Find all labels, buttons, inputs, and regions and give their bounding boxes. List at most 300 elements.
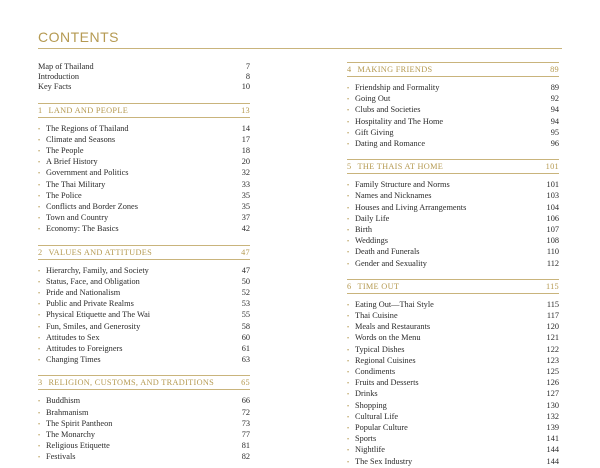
toc-entry-label: Regional Cuisines	[355, 355, 416, 365]
toc-entry[interactable]	[38, 441, 250, 452]
toc-entry-label-wrap	[347, 412, 398, 423]
chapter-heading[interactable]	[347, 279, 559, 294]
toc-entry-page: 81	[241, 441, 250, 451]
toc-entry-label-wrap	[38, 310, 150, 321]
toc-entry-label: Gift Giving	[355, 127, 394, 137]
toc-entry-label-wrap	[38, 408, 88, 419]
toc-entry-page: 37	[241, 213, 250, 223]
toc-entry[interactable]	[347, 128, 559, 139]
toc-entry[interactable]	[347, 445, 559, 456]
toc-entry-label: Birth	[355, 225, 373, 235]
toc-entry-label-wrap	[38, 396, 80, 407]
toc-entry-label: The Regions of Thailand	[46, 123, 129, 133]
toc-entry-label: Attitudes to Foreigners	[46, 344, 123, 354]
chapter-heading-title-wrap	[347, 282, 399, 291]
toc-entry[interactable]	[347, 345, 559, 356]
chapter-heading[interactable]	[347, 62, 559, 77]
title-divider	[38, 48, 562, 49]
toc-entry-label-wrap	[38, 82, 71, 92]
toc-entry-page: 72	[241, 407, 250, 417]
toc-entry-label-wrap	[38, 124, 129, 135]
toc-entry-label: Conflicts and Border Zones	[46, 202, 138, 212]
bullet-icon: •	[38, 126, 41, 133]
toc-entry-page: 108	[546, 236, 559, 246]
bullet-icon: •	[38, 279, 41, 286]
toc-entry-page: 106	[546, 213, 559, 223]
toc-entry[interactable]	[38, 266, 250, 277]
toc-entry[interactable]	[347, 117, 559, 128]
bullet-icon: •	[38, 291, 41, 298]
toc-entry-page: 66	[241, 396, 250, 406]
toc-entry-label-wrap	[347, 345, 404, 356]
toc-entry-label: Fun, Smiles, and Generosity	[46, 321, 141, 331]
bullet-icon: •	[347, 302, 350, 309]
toc-entry[interactable]	[347, 139, 559, 150]
toc-entry-label-wrap	[347, 457, 412, 468]
toc-entry-page: 127	[546, 389, 559, 399]
toc-entry-label: Thai Cuisine	[355, 311, 398, 321]
toc-entry-page: 61	[241, 344, 250, 354]
bullet-icon: •	[347, 448, 350, 455]
toc-entry-label-wrap	[38, 288, 120, 299]
chapter-section	[347, 279, 559, 468]
toc-entry-label-wrap	[38, 299, 134, 310]
chapter-page: 65	[241, 378, 250, 388]
toc-entry-page: 82	[241, 452, 250, 462]
toc-entry-label-wrap	[38, 344, 123, 355]
toc-entry-label: Brahmanism	[46, 407, 89, 417]
toc-entry-label-wrap	[38, 180, 105, 191]
bullet-icon: •	[347, 325, 350, 332]
bullet-icon: •	[38, 171, 41, 178]
toc-entry[interactable]	[347, 94, 559, 105]
chapter-heading[interactable]	[347, 159, 559, 174]
bullet-icon: •	[347, 403, 350, 410]
bullet-icon: •	[347, 142, 350, 149]
toc-entry-label-wrap	[38, 191, 82, 202]
toc-column-right	[347, 62, 559, 468]
toc-entry-page: 63	[241, 355, 250, 365]
toc-entry[interactable]	[38, 277, 250, 288]
toc-entry[interactable]	[347, 300, 559, 311]
bullet-icon: •	[347, 459, 350, 466]
bullet-icon: •	[347, 119, 350, 126]
bullet-icon: •	[38, 216, 41, 223]
toc-entry-label: Popular Culture	[355, 423, 408, 433]
chapter-number: 3	[38, 378, 43, 388]
bullet-icon: •	[38, 399, 41, 406]
toc-entry[interactable]	[347, 423, 559, 434]
toc-entry-page: 132	[546, 411, 559, 421]
toc-entry[interactable]	[347, 83, 559, 94]
toc-entry-page: 120	[546, 322, 559, 332]
toc-entry-label: Words on the Menu	[355, 333, 421, 343]
toc-entry-label-wrap	[347, 259, 427, 270]
bullet-icon: •	[347, 414, 350, 421]
toc-entry[interactable]	[38, 72, 250, 82]
toc-entry-label-wrap	[347, 401, 387, 412]
toc-entry-label-wrap	[38, 333, 99, 344]
bullet-icon: •	[347, 216, 350, 223]
toc-entry-page: 112	[546, 258, 559, 268]
toc-entry[interactable]	[38, 408, 250, 419]
toc-entry[interactable]	[38, 224, 250, 235]
toc-entry-label-wrap	[38, 135, 115, 146]
toc-entry-page: 89	[550, 83, 559, 92]
toc-entry-page: 94	[550, 105, 559, 115]
toc-entry-label-wrap	[347, 128, 394, 139]
toc-entry-label: Hierarchy, Family, and Society	[46, 265, 149, 275]
toc-entry[interactable]	[347, 333, 559, 344]
bullet-icon: •	[347, 97, 350, 104]
toc-entry-label: Drinks	[355, 389, 378, 399]
toc-entry-label-wrap	[38, 452, 76, 463]
toc-entry[interactable]	[347, 367, 559, 378]
toc-entry-label-wrap	[347, 225, 372, 236]
toc-entry-label: Names and Nicknames	[355, 191, 432, 201]
toc-entry[interactable]	[347, 412, 559, 423]
toc-entry-label-wrap	[38, 430, 95, 441]
toc-entry-label-wrap	[347, 367, 395, 378]
toc-entry-label: Introduction	[38, 72, 80, 82]
toc-entry-page: 8	[245, 72, 250, 82]
toc-entry-label-wrap	[347, 139, 425, 150]
toc-entry-page: 103	[546, 191, 559, 201]
bullet-icon: •	[38, 160, 41, 167]
chapter-page: 101	[545, 162, 559, 172]
chapter-section	[38, 245, 250, 367]
toc-entry-label: The Police	[46, 190, 82, 200]
toc-entry-label-wrap	[347, 445, 385, 456]
toc-entry-label: Public and Private Realms	[46, 299, 134, 309]
bullet-icon: •	[347, 347, 350, 354]
toc-entry-page: 125	[546, 367, 559, 377]
toc-entry-page: 60	[241, 332, 250, 342]
toc-entry[interactable]	[347, 356, 559, 367]
toc-entry-page: 7	[245, 62, 250, 71]
toc-entry-label: Clubs and Societies	[355, 105, 421, 115]
toc-entry-page: 110	[546, 247, 559, 257]
toc-entry[interactable]	[38, 168, 250, 179]
bullet-icon: •	[38, 268, 41, 275]
toc-entry-page: 18	[241, 146, 250, 156]
toc-entry[interactable]	[347, 105, 559, 116]
chapter-page: 89	[550, 65, 559, 74]
toc-entry[interactable]	[347, 191, 559, 202]
chapter-heading[interactable]	[38, 245, 250, 260]
toc-entry-page: 144	[546, 456, 559, 466]
chapter-number: 2	[38, 247, 43, 257]
bullet-icon: •	[347, 437, 350, 444]
toc-entry[interactable]	[38, 322, 250, 333]
toc-entry-page: 35	[241, 202, 250, 212]
chapter-title: THE THAIS AT HOME	[357, 162, 444, 172]
toc-entry-label: Festivals	[46, 452, 76, 462]
toc-entry[interactable]	[347, 214, 559, 225]
toc-entry-label-wrap	[38, 213, 108, 224]
toc-entry-label: Changing Times	[46, 355, 101, 365]
toc-entry-label: Attitudes to Sex	[46, 332, 100, 342]
toc-entry-label-wrap	[38, 419, 112, 430]
toc-entry-label: The Thai Military	[46, 179, 106, 189]
bullet-icon: •	[38, 324, 41, 331]
bullet-icon: •	[38, 455, 41, 462]
toc-entry-page: 115	[546, 299, 559, 309]
chapter-title: LAND AND PEOPLE	[48, 105, 129, 115]
toc-entry[interactable]	[347, 401, 559, 412]
toc-entry-label: Pride and Nationalism	[46, 288, 121, 298]
chapter-page: 47	[241, 247, 250, 257]
chapter-heading-title-wrap	[38, 106, 128, 115]
toc-entry-label-wrap	[347, 83, 439, 94]
toc-entry-label-wrap	[347, 247, 420, 258]
toc-entry-label: A Brief History	[46, 157, 98, 167]
toc-entry[interactable]	[38, 124, 250, 135]
toc-entry-label-wrap	[347, 236, 388, 247]
bullet-icon: •	[347, 381, 350, 388]
bullet-icon: •	[38, 444, 41, 451]
toc-entry-label: Sports	[355, 434, 377, 444]
bullet-icon: •	[347, 228, 350, 235]
bullet-icon: •	[347, 194, 350, 201]
toc-entry-page: 33	[241, 179, 250, 189]
toc-entry[interactable]	[38, 419, 250, 430]
chapter-heading[interactable]	[38, 375, 250, 390]
chapter-section	[347, 62, 559, 150]
chapter-section	[347, 159, 559, 270]
toc-entry[interactable]	[38, 202, 250, 213]
toc-entry-label: Family Structure and Norms	[355, 180, 450, 190]
toc-entry-page: 94	[550, 116, 559, 126]
toc-entry[interactable]	[38, 299, 250, 310]
toc-entry-label-wrap	[347, 311, 398, 322]
toc-entry-label: Typical Dishes	[355, 344, 405, 354]
toc-entry-label: Daily Life	[355, 213, 390, 223]
toc-entry-label-wrap	[38, 72, 79, 82]
toc-entry[interactable]	[347, 180, 559, 191]
toc-entry-label-wrap	[38, 266, 149, 277]
chapter-title: TIME OUT	[357, 281, 400, 291]
toc-entry-page: 126	[546, 378, 559, 388]
chapter-heading[interactable]	[38, 103, 250, 118]
toc-entry[interactable]	[38, 310, 250, 321]
toc-entry-label: Town and Country	[46, 213, 109, 223]
chapter-heading-title-wrap	[347, 162, 443, 171]
toc-entry-label: Key Facts	[38, 82, 72, 92]
toc-entry-label: Fruits and Desserts	[355, 378, 419, 388]
toc-entry-label-wrap	[38, 146, 84, 157]
toc-entry-label-wrap	[347, 333, 420, 344]
toc-entry-label: Meals and Restaurants	[355, 322, 431, 332]
chapter-heading-title-wrap	[38, 248, 152, 257]
toc-entry-page: 52	[241, 288, 250, 298]
toc-entry[interactable]	[347, 259, 559, 270]
toc-entry-label-wrap	[347, 191, 432, 202]
toc-column-left	[38, 62, 250, 464]
toc-entry[interactable]	[38, 344, 250, 355]
bullet-icon: •	[347, 183, 350, 190]
bullet-icon: •	[347, 108, 350, 115]
toc-entry-label: Eating Out—Thai Style	[355, 299, 434, 309]
bullet-icon: •	[347, 86, 350, 92]
bullet-icon: •	[38, 137, 41, 144]
toc-entry-page: 104	[546, 202, 559, 212]
toc-entry[interactable]	[38, 82, 250, 92]
bullet-icon: •	[347, 130, 350, 137]
toc-entry-page: 141	[546, 434, 559, 444]
toc-entry-label-wrap	[347, 322, 430, 333]
bullet-icon: •	[347, 250, 350, 257]
toc-entry[interactable]	[347, 457, 559, 468]
toc-entry-page: 101	[546, 180, 559, 190]
toc-entry-label-wrap	[347, 434, 376, 445]
bullet-icon: •	[38, 193, 41, 200]
toc-entry-label: Economy: The Basics	[46, 224, 119, 234]
front-matter-list	[38, 62, 250, 93]
toc-entry[interactable]	[347, 203, 559, 214]
toc-entry[interactable]	[347, 236, 559, 247]
toc-entry-label: Physical Etiquette and The Wai	[46, 310, 151, 320]
toc-entry-label: The Spirit Pantheon	[46, 418, 113, 428]
toc-entry-page: 77	[241, 430, 250, 440]
toc-entry-page: 58	[241, 321, 250, 331]
toc-entry[interactable]	[38, 213, 250, 224]
bullet-icon: •	[347, 205, 350, 212]
toc-entry-label: Weddings	[355, 236, 388, 246]
toc-entry[interactable]	[38, 191, 250, 202]
bullet-icon: •	[347, 239, 350, 246]
toc-entry[interactable]	[347, 225, 559, 236]
chapter-title: VALUES AND ATTITUDES	[48, 247, 153, 257]
chapter-section	[38, 103, 250, 236]
bullet-icon: •	[347, 261, 350, 268]
toc-entry-label: The People	[46, 146, 84, 156]
toc-entry[interactable]	[38, 430, 250, 441]
toc-entry[interactable]	[38, 396, 250, 407]
page-title: CONTENTS	[38, 29, 119, 45]
toc-entry-page: 144	[546, 445, 559, 455]
toc-entry-label: Dating and Romance	[355, 139, 426, 149]
toc-entry-label-wrap	[347, 117, 443, 128]
toc-entry-label-wrap	[38, 62, 94, 72]
bullet-icon: •	[38, 313, 41, 320]
toc-entry[interactable]	[347, 322, 559, 333]
toc-entry-label-wrap	[38, 322, 140, 333]
toc-entry-label: The Sex Industry	[355, 456, 413, 466]
toc-entry-page: 35	[241, 190, 250, 200]
toc-entry[interactable]	[38, 157, 250, 168]
bullet-icon: •	[38, 227, 41, 234]
toc-entry-page: 42	[241, 224, 250, 234]
toc-entry-label: Cultural Life	[355, 411, 399, 421]
bullet-icon: •	[38, 205, 41, 212]
toc-entry[interactable]	[38, 180, 250, 191]
toc-entry[interactable]	[347, 434, 559, 445]
toc-entry-label-wrap	[38, 355, 101, 366]
toc-entry-page: 47	[241, 265, 250, 275]
toc-entry-page: 14	[241, 123, 250, 133]
toc-entry-label-wrap	[347, 389, 378, 400]
toc-entry-label-wrap	[347, 105, 420, 116]
toc-entry[interactable]	[347, 311, 559, 322]
bullet-icon: •	[347, 392, 350, 399]
toc-entry-page: 17	[241, 134, 250, 144]
toc-entry-label-wrap	[347, 214, 389, 225]
toc-entry[interactable]	[38, 62, 250, 72]
toc-entry-label-wrap	[347, 423, 408, 434]
chapter-heading-title-wrap	[38, 378, 214, 387]
toc-entry-page: 20	[241, 157, 250, 167]
toc-entry-page: 130	[546, 400, 559, 410]
toc-entry[interactable]	[347, 389, 559, 400]
toc-entry[interactable]	[347, 378, 559, 389]
bullet-icon: •	[347, 426, 350, 433]
toc-entry-page: 95	[550, 127, 559, 137]
toc-entry-page: 32	[241, 168, 250, 178]
toc-entry-page: 73	[241, 418, 250, 428]
toc-entry-page: 92	[550, 94, 559, 104]
toc-entry-label-wrap	[38, 157, 98, 168]
toc-entry-label: Buddhism	[46, 396, 81, 406]
chapter-title: RELIGION, CUSTOMS, AND TRADITIONS	[48, 378, 215, 388]
bullet-icon: •	[38, 410, 41, 417]
toc-entry-page: 96	[550, 139, 559, 149]
toc-entry-page: 55	[241, 310, 250, 320]
toc-entry[interactable]	[347, 247, 559, 258]
bullet-icon: •	[38, 347, 41, 354]
toc-entry-label-wrap	[38, 202, 138, 213]
bullet-icon: •	[38, 149, 41, 156]
bullet-icon: •	[38, 335, 41, 342]
toc-entry-label: Map of Thailand	[38, 62, 94, 71]
toc-entry-page: 117	[546, 311, 559, 321]
toc-entry-label: Condiments	[355, 367, 396, 377]
toc-entry-label: Going Out	[355, 94, 391, 104]
chapter-heading-title-wrap	[347, 65, 432, 74]
toc-entry[interactable]	[38, 288, 250, 299]
chapter-number: 4	[347, 65, 352, 74]
toc-entry[interactable]	[38, 355, 250, 366]
toc-entry-label-wrap	[38, 277, 140, 288]
toc-entry-label-wrap	[347, 300, 434, 311]
toc-entry[interactable]	[38, 333, 250, 344]
chapter-page: 115	[545, 281, 559, 291]
toc-entry-label: Religious Etiquette	[46, 441, 110, 451]
toc-entry-label-wrap	[347, 94, 390, 105]
toc-entry-page: 139	[546, 423, 559, 433]
bullet-icon: •	[38, 433, 41, 440]
chapter-page: 13	[241, 105, 250, 115]
toc-entry-label-wrap	[347, 203, 466, 214]
toc-entry[interactable]	[38, 452, 250, 463]
bullet-icon: •	[347, 314, 350, 321]
chapter-number: 1	[38, 105, 43, 115]
chapter-title: MAKING FRIENDS	[357, 65, 433, 74]
chapter-number: 6	[347, 281, 352, 291]
toc-entry-label: Houses and Living Arrangements	[355, 202, 467, 212]
toc-entry-label: Climate and Seasons	[46, 134, 116, 144]
bullet-icon: •	[38, 302, 41, 309]
toc-entry-label: Status, Face, and Obligation	[46, 276, 140, 286]
toc-entry-label: Death and Funerals	[355, 247, 420, 257]
toc-entry-label: Friendship and Formality	[355, 83, 440, 92]
bullet-icon: •	[38, 358, 41, 365]
toc-entry-page: 121	[546, 333, 559, 343]
toc-entry[interactable]	[38, 135, 250, 146]
toc-entry-label: Shopping	[355, 400, 387, 410]
toc-entry[interactable]	[38, 146, 250, 157]
toc-entry-label: Government and Politics	[46, 168, 129, 178]
